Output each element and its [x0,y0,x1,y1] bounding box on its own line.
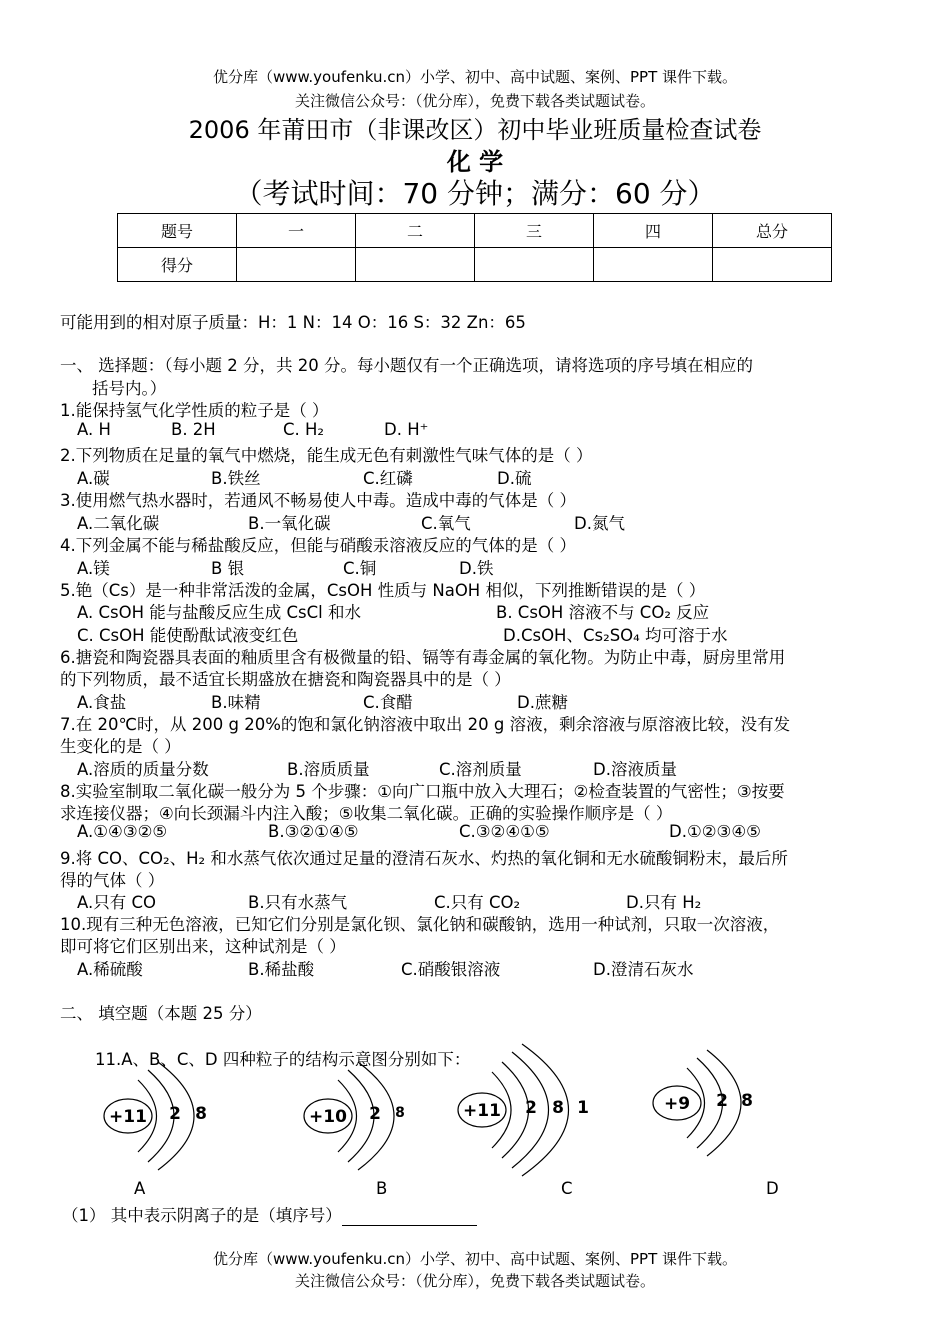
option: C. H₂ [283,420,325,439]
question-9-cont: 得的气体（ ） [60,871,165,890]
atom-label-c: C [561,1179,573,1198]
option: D.溶液质量 [593,760,677,779]
atom-a-shell2: 8 [195,1104,207,1124]
atom-b-nucleus: +10 [309,1107,347,1127]
exam-info: （考试时间：70 分钟；满分：60 分） [234,177,716,210]
option: B.③②①④⑤ [268,822,359,841]
score-table-score-row [118,248,832,282]
option: C. CsOH 能使酚酞试液变红色 [77,626,299,645]
subject-title: 化 学 [446,148,504,176]
atom-c-shell3: 1 [577,1098,589,1118]
atom-b-shell1: 2 [369,1104,381,1124]
atom-diagram-d [653,1050,753,1156]
option: B.稀盐酸 [248,960,315,979]
option: B.溶质质量 [287,760,370,779]
question-9: 9.将 CO、CO₂、H₂ 和水蒸气依次通过足量的澄清石灰水、灼热的氧化铜和无水硫酸铜粉末，最后所 [60,849,788,868]
question-4: 4.下列金属不能与稀盐酸反应，但能与硝酸汞溶液反应的气体的是（ ） [60,536,576,555]
atom-c-shell2: 8 [552,1098,564,1118]
score-header-cell: 三 [475,214,594,248]
question-8: 8.实验室制取二氧化碳一般分为 5 个步骤：①向广口瓶中放入大理石；②检查装置的气密性；③按要 [60,782,785,801]
option: D.只有 H₂ [626,893,702,912]
atom-diagram-b [304,1062,405,1170]
sub-question-1-text: （1） 其中表示阴离子的是（填序号） [62,1206,342,1225]
option: B.铁丝 [211,469,261,488]
score-header-cell: 题号 [118,214,237,248]
score-header-cell: 四 [594,214,713,248]
score-table-header-row [118,214,832,248]
section1-heading: 一、 选择题：（每小题 2 分，共 20 分。每小题仅有一个正确选项，请将选项的序号填在相应的 [60,356,753,375]
option: A.只有 CO [77,893,156,912]
atom-d-shell2: 8 [741,1091,753,1111]
atom-d-nucleus: +9 [663,1094,691,1114]
header-line1: 优分库（www.youfenku.cn）小学、初中、高中试题、案例、PPT 课件下载。 [212,68,738,86]
section1-heading-cont: 括号内。） [92,379,167,398]
section2-heading: 二、 填空题（本题 25 分） [60,1004,262,1023]
score-header-cell: 二 [356,214,475,248]
option: A.碳 [77,469,110,488]
option: C.铜 [343,559,377,578]
option: A.稀硫酸 [77,960,143,979]
option: D.铁 [459,559,494,578]
question-8-cont: 求连接仪器；④向长颈漏斗内注入酸；⑤收集二氧化碳。正确的实验操作顺序是（ ） [60,804,673,823]
option: A. CsOH 能与盐酸反应生成 CsCl 和水 [77,603,361,622]
score-header-cell: 总分 [713,214,832,248]
option: C.硝酸银溶液 [401,960,501,979]
question-3: 3.使用燃气热水器时，若通风不畅易使人中毒。造成中毒的气体是（ ） [60,491,576,510]
question-10-cont: 即可将它们区别出来，这种试剂是（ ） [60,937,346,956]
score-header-cell: 一 [237,214,356,248]
option: B. CsOH 溶液不与 CO₂ 反应 [496,603,710,622]
option: D.蔗糖 [517,693,568,712]
footer-line1: 优分库（www.youfenku.cn）小学、初中、高中试题、案例、PPT 课件下载。 [212,1250,738,1268]
option: A.溶质的质量分数 [77,760,209,779]
atom-diagrams [0,1040,950,1200]
score-cell[interactable] [713,248,832,282]
option: D.硫 [497,469,532,488]
score-cell[interactable] [475,248,594,282]
option: C.食醋 [363,693,413,712]
footer-line2: 关注微信公众号：（优分库），免费下载各类试题试卷。 [294,1272,655,1290]
question-1: 1.能保持氢气化学性质的粒子是（ ） [60,401,329,420]
atom-label-a: A [134,1179,146,1198]
option: B.只有水蒸气 [248,893,348,912]
atom-diagram-a [104,1062,207,1170]
header-line2: 关注微信公众号：（优分库），免费下载各类试题试卷。 [294,92,655,110]
question-6: 6.搪瓷和陶瓷器具表面的釉质里含有极微量的铅、镉等有毒金属的氧化物。为防止中毒，厨房里常用 [60,648,786,667]
option: A. H [77,420,111,439]
answer-blank[interactable] [342,1209,477,1226]
option: B.一氧化碳 [248,514,331,533]
option: C.③②④①⑤ [459,822,550,841]
question-2: 2.下列物质在足量的氧气中燃烧，能生成无色有刺激性气味气体的是（ ） [60,446,593,465]
score-cell[interactable] [237,248,356,282]
question-5: 5.铯（Cs）是一种非常活泼的金属，CsOH 性质与 NaOH 相似，下列推断错误的是（ ） [60,581,706,600]
question-11: 11.A、B、C、D 四种粒子的结构示意图分别如下： [95,1050,471,1069]
atom-a-shell1: 2 [169,1104,181,1124]
option: A.食盐 [77,693,127,712]
atom-b-shell2: 8 [395,1105,405,1121]
atomic-masses: 可能用到的相对原子质量：H：1 N：14 O：16 S：32 Zn：65 [60,313,526,332]
option: D.澄清石灰水 [593,960,694,979]
option: B. 2H [171,420,216,439]
option: B.味精 [211,693,261,712]
option: B 银 [211,559,245,578]
atom-a-nucleus: +11 [109,1107,147,1127]
option: A.镁 [77,559,110,578]
option: D. H⁺ [384,420,429,439]
exam-title: 2006 年莆田市（非课改区）初中毕业班质量检查试卷 [188,116,762,144]
score-table [117,213,832,282]
atom-c-nucleus: +11 [463,1101,501,1121]
question-7-cont: 生变化的是（ ） [60,737,181,756]
option: D.①②③④⑤ [669,822,761,841]
score-row-label: 得分 [118,248,237,282]
option: C.红磷 [363,469,413,488]
option: A.二氧化碳 [77,514,160,533]
question-6-cont: 的下列物质，最不适宜长期盛放在搪瓷和陶瓷器具中的是（ ） [60,670,511,689]
atom-diagram-c [458,1044,589,1176]
option: C.氧气 [421,514,471,533]
sub-question-1 [62,1202,477,1226]
atom-d-shell1: 2 [716,1091,728,1111]
question-10: 10.现有三种无色溶液，已知它们分别是氯化钡、氯化钠和碳酸钠，选用一种试剂，只取一次溶液， [60,915,780,934]
option: A.①④③②⑤ [77,822,168,841]
score-cell[interactable] [594,248,713,282]
option: C.溶剂质量 [439,760,522,779]
atom-label-b: B [376,1179,388,1198]
option: D.氮气 [574,514,625,533]
option: D.CsOH、Cs₂SO₄ 均可溶于水 [503,626,728,645]
score-cell[interactable] [356,248,475,282]
atom-label-d: D [766,1179,779,1198]
question-7: 7.在 20℃时，从 200 g 20%的饱和氯化钠溶液中取出 20 g 溶液，剩余溶液与原溶液比较，没有发 [60,715,791,734]
option: C.只有 CO₂ [434,893,521,912]
atom-c-shell1: 2 [525,1098,537,1118]
